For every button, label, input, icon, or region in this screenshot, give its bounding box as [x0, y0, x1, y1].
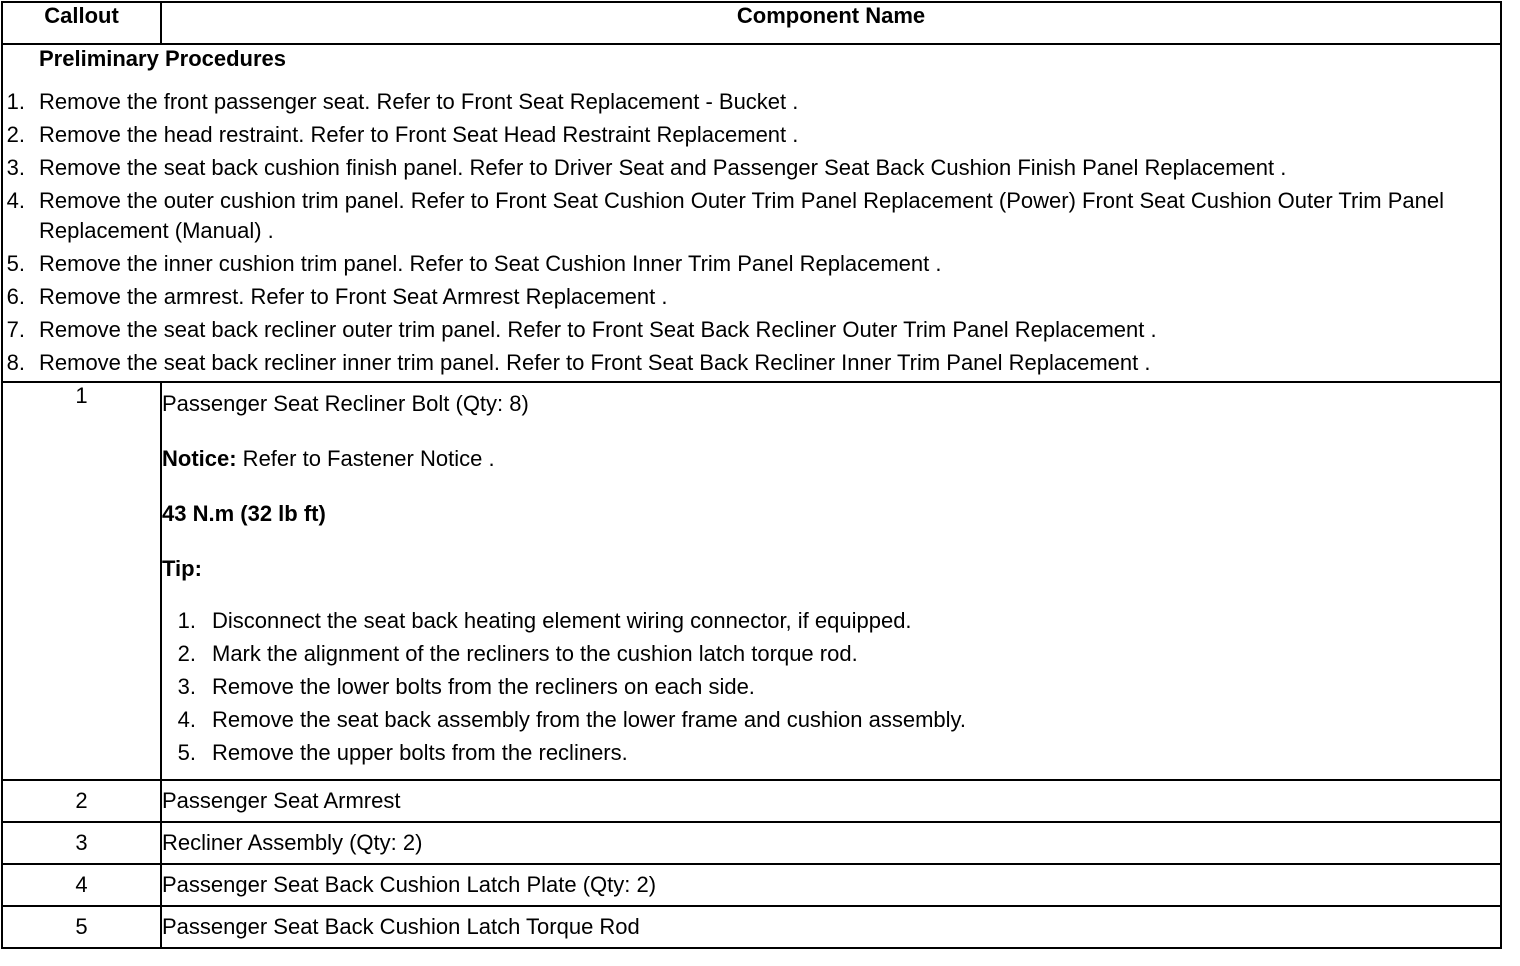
step-number: 1. [6, 89, 25, 114]
callout-number: 3 [2, 822, 161, 864]
step-number: 2. [6, 122, 25, 147]
preliminary-step [3, 348, 1500, 378]
tip-steps-list [162, 606, 1500, 768]
step-number: 8. [6, 350, 25, 375]
tip-step-number: 5. [177, 740, 196, 765]
torque-spec: 43 N.m (32 lb ft) [162, 501, 326, 526]
tip-step [174, 738, 1500, 768]
tip-step [174, 672, 1500, 702]
tip-label: Tip: [162, 556, 202, 581]
callout-number: 5 [2, 906, 161, 948]
callout-number: 2 [2, 780, 161, 822]
preliminary-procedures-row [2, 44, 1501, 382]
preliminary-step [3, 186, 1500, 246]
tip-step-text: Remove the seat back assembly from the lower frame and cushion assembly. [212, 707, 967, 732]
notice-label: Notice: [162, 446, 237, 471]
step-number: 4. [6, 188, 25, 213]
tip-step-number: 2. [177, 641, 196, 666]
tip-step-text: Disconnect the seat back heating element wiring connector, if equipped. [212, 608, 912, 633]
component-name-column-header: Component Name [161, 2, 1501, 44]
callout-number: 4 [2, 864, 161, 906]
step-text: Remove the front passenger seat. Refer to Front Seat Replacement - Bucket . [39, 89, 799, 114]
step-number: 7. [6, 317, 25, 342]
preliminary-step [3, 282, 1500, 312]
preliminary-step [3, 315, 1500, 345]
step-text: Remove the inner cushion trim panel. Refer to Seat Cushion Inner Trim Panel Replacement . [39, 251, 942, 276]
tip-step-text: Mark the alignment of the recliners to the cushion latch torque rod. [212, 641, 858, 666]
step-number: 6. [6, 284, 25, 309]
preliminary-step [3, 153, 1500, 183]
tip-step-text: Remove the lower bolts from the recliners on each side. [212, 674, 755, 699]
component-name: Passenger Seat Back Cushion Latch Torque Rod [161, 906, 1501, 948]
tip-step [174, 639, 1500, 669]
preliminary-procedures-title: Preliminary Procedures [39, 46, 287, 71]
tip-step-number: 4. [177, 707, 196, 732]
table-row [2, 780, 1501, 822]
step-text: Remove the seat back cushion finish panel. Refer to Driver Seat and Passenger Seat Back Cushion Finish Panel Replacement . [39, 155, 1287, 180]
preliminary-steps-list [3, 87, 1500, 378]
table-row [2, 822, 1501, 864]
component-cell [161, 382, 1501, 780]
tip-step-number: 3. [177, 674, 196, 699]
header-row [2, 2, 1501, 44]
notice-text: Refer to Fastener Notice . [236, 446, 495, 471]
step-number: 5. [6, 251, 25, 276]
step-text: Remove the seat back recliner inner trim panel. Refer to Front Seat Back Recliner Inner Trim Panel Replacement . [39, 350, 1151, 375]
component-name: Passenger Seat Back Cushion Latch Plate (Qty: 2) [161, 864, 1501, 906]
step-text: Remove the seat back recliner outer trim panel. Refer to Front Seat Back Recliner Outer Trim Panel Replacement . [39, 317, 1157, 342]
component-name: Recliner Assembly (Qty: 2) [161, 822, 1501, 864]
preliminary-step [3, 120, 1500, 150]
table-row [2, 382, 1501, 780]
procedure-table [1, 1, 1502, 949]
preliminary-step [3, 87, 1500, 117]
step-text: Remove the outer cushion trim panel. Refer to Front Seat Cushion Outer Trim Panel Replacement (Power) Front Seat Cushion Outer Trim Panel Replacement (Manual) . [39, 188, 1444, 243]
tip-step [174, 606, 1500, 636]
callout-number: 1 [2, 382, 161, 780]
component-name: Passenger Seat Recliner Bolt (Qty: 8) [162, 391, 529, 416]
callout-column-header: Callout [2, 2, 161, 44]
component-name: Passenger Seat Armrest [161, 780, 1501, 822]
tip-step-text: Remove the upper bolts from the recliners. [212, 740, 628, 765]
notice-line [162, 444, 1500, 474]
tip-step-number: 1. [177, 608, 196, 633]
table-row [2, 906, 1501, 948]
step-text: Remove the head restraint. Refer to Front Seat Head Restraint Replacement . [39, 122, 799, 147]
preliminary-procedures-cell [2, 44, 1501, 382]
preliminary-step [3, 249, 1500, 279]
step-number: 3. [6, 155, 25, 180]
table-row [2, 864, 1501, 906]
tip-step [174, 705, 1500, 735]
step-text: Remove the armrest. Refer to Front Seat Armrest Replacement . [39, 284, 668, 309]
